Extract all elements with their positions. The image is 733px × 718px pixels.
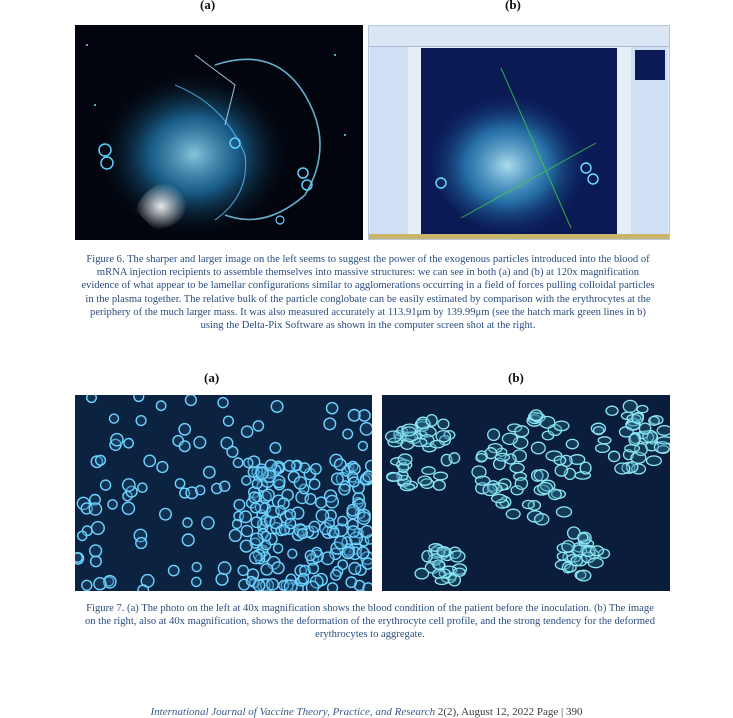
erythrocyte: [182, 534, 194, 546]
erythrocyte: [111, 434, 123, 446]
deformed-erythrocyte: [386, 431, 402, 442]
deformed-erythrocyte: [450, 551, 465, 562]
deformed-erythrocyte: [609, 451, 620, 461]
erythrocyte: [240, 540, 252, 552]
erythrocyte: [224, 416, 234, 426]
erythrocyte: [196, 486, 205, 495]
erythrocyte: [366, 460, 372, 471]
erythrocyte: [241, 525, 252, 536]
erythrocyte: [242, 426, 253, 437]
deformed-erythrocyte: [594, 427, 604, 435]
fig6-panel-a-microscopy-image: [75, 25, 363, 240]
deformed-erythrocyte: [515, 426, 529, 437]
erythrocyte: [183, 518, 192, 527]
deformed-erythrocyte: [657, 437, 670, 444]
erythrocyte: [325, 518, 335, 528]
erythrocyte: [220, 481, 230, 491]
erythrocyte: [306, 581, 318, 591]
deformed-erythrocyte: [615, 463, 630, 474]
erythrocyte: [309, 479, 319, 489]
erythrocyte: [285, 518, 295, 528]
erythrocyte: [338, 516, 347, 525]
deformed-erythrocyte: [502, 433, 517, 444]
erythrocyte: [327, 403, 338, 414]
erythrocyte: [144, 455, 155, 466]
erythrocyte: [179, 424, 190, 435]
erythrocyte: [249, 492, 260, 503]
deformed-erythrocyte: [557, 507, 572, 517]
erythrocyte: [271, 401, 283, 413]
fig6-label-a: (a): [200, 0, 216, 12]
erythrocyte: [294, 477, 306, 489]
erythrocyte: [347, 505, 358, 516]
erythrocyte: [349, 477, 359, 487]
deformed-erythrocyte: [534, 470, 548, 481]
deformed-erythrocyte: [632, 413, 643, 423]
deformed-erythrocyte: [566, 439, 578, 448]
deformed-erythrocyte: [453, 568, 465, 576]
deformed-erythrocyte: [625, 445, 640, 452]
erythrocyte: [308, 563, 318, 573]
erythrocyte: [311, 464, 321, 474]
deformed-erythrocyte: [531, 442, 545, 454]
footer-page: Page | 390: [534, 706, 583, 718]
erythrocyte: [251, 503, 261, 513]
deformed-erythrocyte: [535, 514, 549, 525]
erythrocyte: [363, 583, 372, 591]
erythrocyte: [179, 441, 190, 452]
erythrocyte: [252, 479, 262, 489]
erythrocyte: [233, 520, 242, 529]
erythrocyte: [276, 506, 285, 515]
erythrocyte: [348, 526, 359, 537]
erythrocyte: [285, 580, 298, 591]
erythrocyte: [242, 476, 251, 485]
erythrocyte: [218, 562, 230, 574]
erythrocyte: [358, 441, 367, 450]
erythrocyte: [157, 462, 168, 473]
erythrocyte: [91, 556, 102, 567]
deformed-erythrocyte: [422, 467, 435, 475]
erythrocyte: [136, 416, 146, 426]
erythrocyte: [123, 479, 135, 491]
deformed-erythrocyte: [647, 456, 662, 466]
erythrocyte: [138, 585, 149, 591]
deformed-erythrocyte: [418, 476, 431, 485]
deformed-erythrocyte: [426, 415, 437, 427]
deformed-erythrocyte: [554, 421, 569, 431]
erythrocyte: [92, 522, 105, 535]
erythrocyte: [358, 512, 370, 524]
deformed-erythrocyte: [523, 500, 535, 508]
erythrocyte: [263, 489, 275, 501]
erythrocyte: [339, 484, 350, 495]
erythrocyte: [160, 508, 172, 520]
erythrocyte: [194, 437, 206, 449]
deformed-erythrocyte: [562, 541, 575, 553]
erythrocyte: [284, 460, 295, 471]
deformed-erythrocyte: [639, 423, 650, 434]
erythrocyte: [328, 583, 338, 591]
deformed-erythrocyte: [402, 427, 415, 436]
erythrocyte: [136, 538, 147, 549]
fig7-panel-b-microscopy-image: [382, 395, 670, 591]
software-thumbnail: [635, 50, 665, 80]
deformed-erythrocyte: [415, 568, 428, 579]
deformed-erythrocyte: [588, 558, 603, 568]
erythrocyte: [254, 580, 265, 591]
erythrocyte: [244, 458, 253, 467]
erythrocyte: [192, 563, 201, 572]
erythrocyte: [138, 483, 147, 492]
erythrocyte: [227, 446, 238, 457]
erythrocyte: [357, 547, 369, 559]
deformed-erythrocyte: [590, 546, 603, 556]
erythrocyte: [251, 517, 261, 527]
fig7-label-a: (a): [204, 370, 220, 385]
erythrocyte: [309, 521, 320, 532]
erythrocyte: [122, 502, 134, 514]
deformed-erythrocyte: [495, 453, 509, 461]
deformed-erythrocyte: [571, 556, 582, 566]
deformed-erythrocyte: [637, 406, 648, 413]
erythrocyte: [250, 552, 262, 564]
erythrocyte: [234, 500, 245, 511]
fig6-label-b: (b): [505, 0, 521, 12]
erythrocyte: [342, 547, 354, 559]
software-image-view: [421, 48, 617, 234]
deformed-erythrocyte: [580, 462, 591, 474]
erythrocyte: [261, 564, 272, 575]
deformed-erythrocyte: [598, 437, 611, 444]
erythrocyte: [253, 421, 263, 431]
deformed-erythrocyte: [433, 480, 445, 490]
erythrocyte: [270, 443, 281, 454]
deformed-erythrocyte: [401, 484, 415, 491]
deformed-erythrocyte: [398, 454, 412, 465]
deformed-erythrocyte: [437, 547, 450, 557]
erythrocyte: [300, 463, 310, 473]
footer-date: August 12, 2022: [461, 706, 535, 718]
erythrocyte: [343, 429, 353, 439]
footer-journal: International Journal of Vaccine Theory, Practice, and Research: [150, 706, 436, 718]
deformed-erythrocyte: [549, 489, 562, 499]
erythrocyte: [251, 533, 263, 545]
deformed-erythrocyte: [430, 441, 444, 448]
erythrocyte: [169, 565, 179, 575]
erythrocyte: [288, 549, 297, 558]
erythrocyte: [110, 414, 119, 423]
erythrocyte: [94, 578, 106, 590]
deformed-erythrocyte: [510, 463, 524, 472]
erythrocyte: [156, 401, 165, 410]
software-toolbar: [369, 26, 669, 47]
erythrocyte: [192, 577, 201, 586]
erythrocyte: [186, 395, 197, 405]
fig7-caption: Figure 7. (a) The photo on the left at 40x magnification shows the blood condition of the patient before the inoculation. (b) The image on the right, also at 40x magnification, shows the deformation of the erythrocyte cell profile, and the strong tendency for the deformed erythrocytes to aggregate.: [84, 603, 656, 641]
deformed-erythrocyte: [449, 453, 459, 463]
erythrocyte: [316, 497, 327, 508]
erythrocyte: [229, 530, 241, 542]
deformed-erythrocyte: [485, 448, 496, 459]
deformed-erythrocyte: [557, 552, 567, 560]
erythrocyte: [256, 467, 268, 479]
deformed-erythrocyte: [492, 494, 507, 502]
deformed-erythrocyte: [488, 429, 500, 440]
erythrocyte: [240, 511, 252, 523]
erythrocyte: [78, 531, 87, 540]
erythrocyte: [346, 577, 356, 587]
deformed-erythrocyte: [438, 419, 449, 429]
erythrocyte: [363, 471, 372, 482]
deformed-erythrocyte: [623, 400, 637, 412]
erythrocyte: [96, 455, 106, 465]
erythrocyte: [361, 526, 372, 538]
deformed-erythrocyte: [657, 426, 670, 436]
deformed-erythrocyte: [596, 444, 610, 452]
erythrocyte: [360, 423, 372, 435]
deformed-erythrocyte: [554, 456, 566, 465]
erythrocyte: [101, 480, 111, 490]
erythrocyte: [332, 473, 344, 485]
erythrocyte: [216, 573, 228, 585]
deformed-erythrocyte: [576, 570, 590, 581]
fig6-panel-b-software-screenshot: [368, 25, 670, 240]
erythrocyte: [272, 562, 284, 574]
deformed-erythrocyte: [422, 551, 432, 562]
fig7-label-b: (b): [508, 370, 524, 385]
erythrocyte: [326, 495, 338, 507]
deformed-erythrocyte: [578, 533, 588, 542]
deformed-erythrocyte: [433, 560, 445, 569]
deformed-erythrocyte: [515, 478, 527, 490]
erythrocyte: [305, 494, 316, 505]
erythrocyte: [274, 544, 283, 553]
software-left-pane: [370, 47, 408, 237]
fig6-caption: Figure 6. The sharper and larger image on the left seems to suggest the power of the exogenous particles introduced into the blood of mRNA injection recipients to assemble themselves into massive structures: we can see in both (a) and (b) at 120x magnification evidence of what appear to be lamellar configurations similar to agglomerations occurring in a field of forces pulling colloidal particles in the plasma together. The relative bulk of the particle conglobate can be easily estimated by comparison with the erythrocytes at the periphery of the much larger mass. It was also measured accurately at 113.91μm by 139.99μm (see the hatch mark green lines in b) using the Delta-Pix Software as shown in the computer screen shot at the right.: [81, 254, 655, 332]
deformed-erythrocyte: [629, 434, 640, 446]
deformed-erythrocyte: [483, 484, 497, 495]
deformed-erythrocyte: [606, 406, 618, 415]
deformed-erythrocyte: [649, 417, 659, 426]
erythrocyte: [89, 503, 101, 515]
erythrocyte: [134, 395, 144, 401]
erythrocyte: [218, 398, 228, 408]
deformed-erythrocyte: [506, 509, 520, 519]
erythrocyte: [175, 479, 184, 488]
erythrocyte: [298, 529, 308, 539]
deformed-erythrocyte: [387, 473, 402, 481]
erythrocyte: [75, 553, 82, 562]
erythrocyte: [202, 517, 214, 529]
erythrocyte: [267, 579, 278, 590]
erythrocyte: [262, 541, 271, 550]
erythrocyte: [124, 439, 133, 448]
erythrocyte: [298, 574, 308, 584]
page-footer: [0, 706, 733, 718]
erythrocyte: [335, 459, 346, 470]
deformed-erythrocyte: [433, 569, 446, 578]
erythrocyte: [204, 467, 215, 478]
erythrocyte: [305, 551, 315, 561]
erythrocyte: [338, 560, 347, 569]
fig7-panel-a-microscopy-image: [75, 395, 372, 591]
erythrocyte: [238, 565, 248, 575]
erythrocyte: [324, 418, 336, 430]
erythrocyte: [362, 558, 372, 569]
erythrocyte: [349, 563, 361, 575]
erythrocyte: [330, 528, 339, 537]
erythrocyte: [90, 545, 102, 557]
erythrocyte: [331, 570, 341, 580]
erythrocyte: [82, 580, 92, 590]
erythrocyte: [233, 458, 242, 467]
erythrocyte: [348, 410, 360, 422]
erythrocyte: [87, 395, 97, 402]
deformed-erythrocyte: [434, 472, 448, 480]
deformed-erythrocyte: [540, 417, 555, 429]
software-statusbar: [369, 234, 669, 239]
footer-volume: 2(2),: [435, 706, 462, 718]
erythrocyte: [108, 500, 117, 509]
